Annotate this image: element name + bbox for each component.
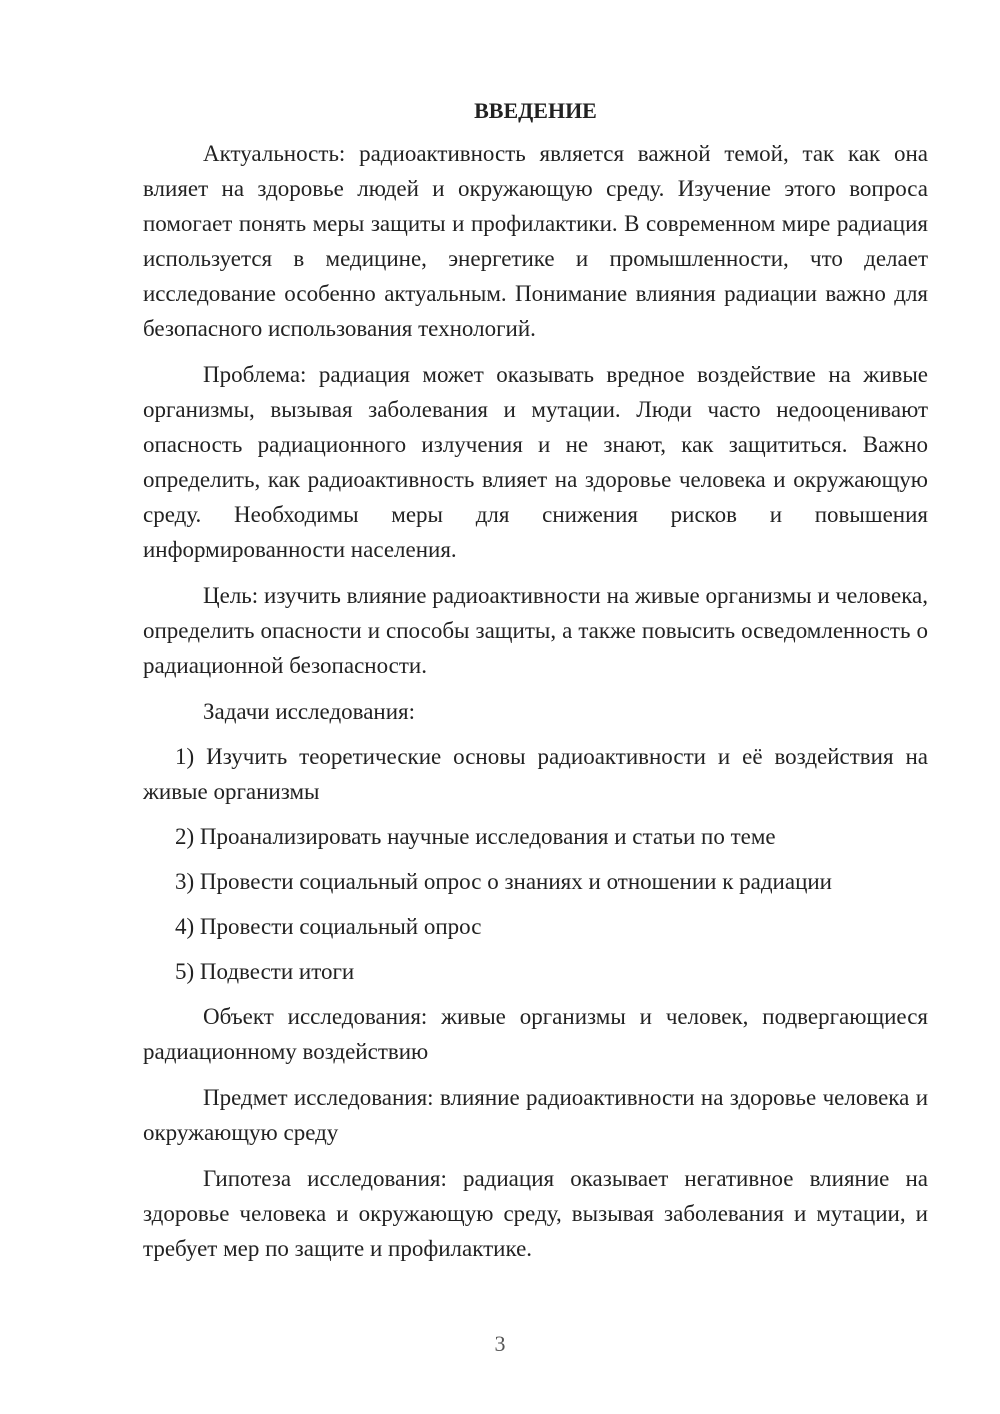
problem-paragraph: Проблема: радиация может оказывать вредное воздействие на живые организмы, вызывая заболевания и мутации. Люди часто недооценивают опасность радиационного излучения и не знают, как защититься. Важно определить, как радиоактивность влияет на здоровье человека и окружающую среду. Необходимы меры для снижения рисков и повышения информированности населения. (143, 362, 928, 562)
tasks-heading: Задачи исследования: (203, 699, 416, 724)
task-item: 3) Провести социальный опрос о знаниях и отношении к радиации (175, 869, 832, 894)
subject-paragraph: Предмет исследования: влияние радиоактивности на здоровье человека и окружающую среду (143, 1085, 928, 1145)
goal-paragraph: Цель: изучить влияние радиоактивности на живые организмы и человека, определить опасности и способы защиты, а также повысить осведомленность о радиационной безопасности. (143, 583, 928, 678)
document-page (143, 96, 928, 1277)
task-item: 4) Провести социальный опрос (175, 914, 482, 939)
task-item: 5) Подвести итоги (175, 959, 355, 984)
hypothesis-paragraph: Гипотеза исследования: радиация оказывает негативное влияние на здоровье человека и окружающую среду, вызывая заболевания и мутации, и требует мер по защите и профилактике. (143, 1166, 928, 1261)
tasks-list (143, 739, 928, 989)
section-title: ВВЕДЕНИЕ (474, 98, 597, 123)
task-item: 1) Изучить теоретические основы радиоактивности и её воздействия на живые организмы (143, 744, 928, 804)
page-number: 3 (494, 1331, 506, 1356)
relevance-paragraph: Актуальность: радиоактивность является важной темой, так как она влияет на здоровье людей и окружающую среду. Изучение этого вопроса помогает понять меры защиты и профилактики. В современном мире радиация используется в медицине, энергетике и промышленности, что делает исследование особенно актуальным. Понимание влияния радиации важно для безопасного использования технологий. (143, 141, 928, 341)
object-paragraph: Объект исследования: живые организмы и человек, подвергающиеся радиационному воздействию (143, 1004, 928, 1064)
task-item: 2) Проанализировать научные исследования и статьи по теме (175, 824, 776, 849)
